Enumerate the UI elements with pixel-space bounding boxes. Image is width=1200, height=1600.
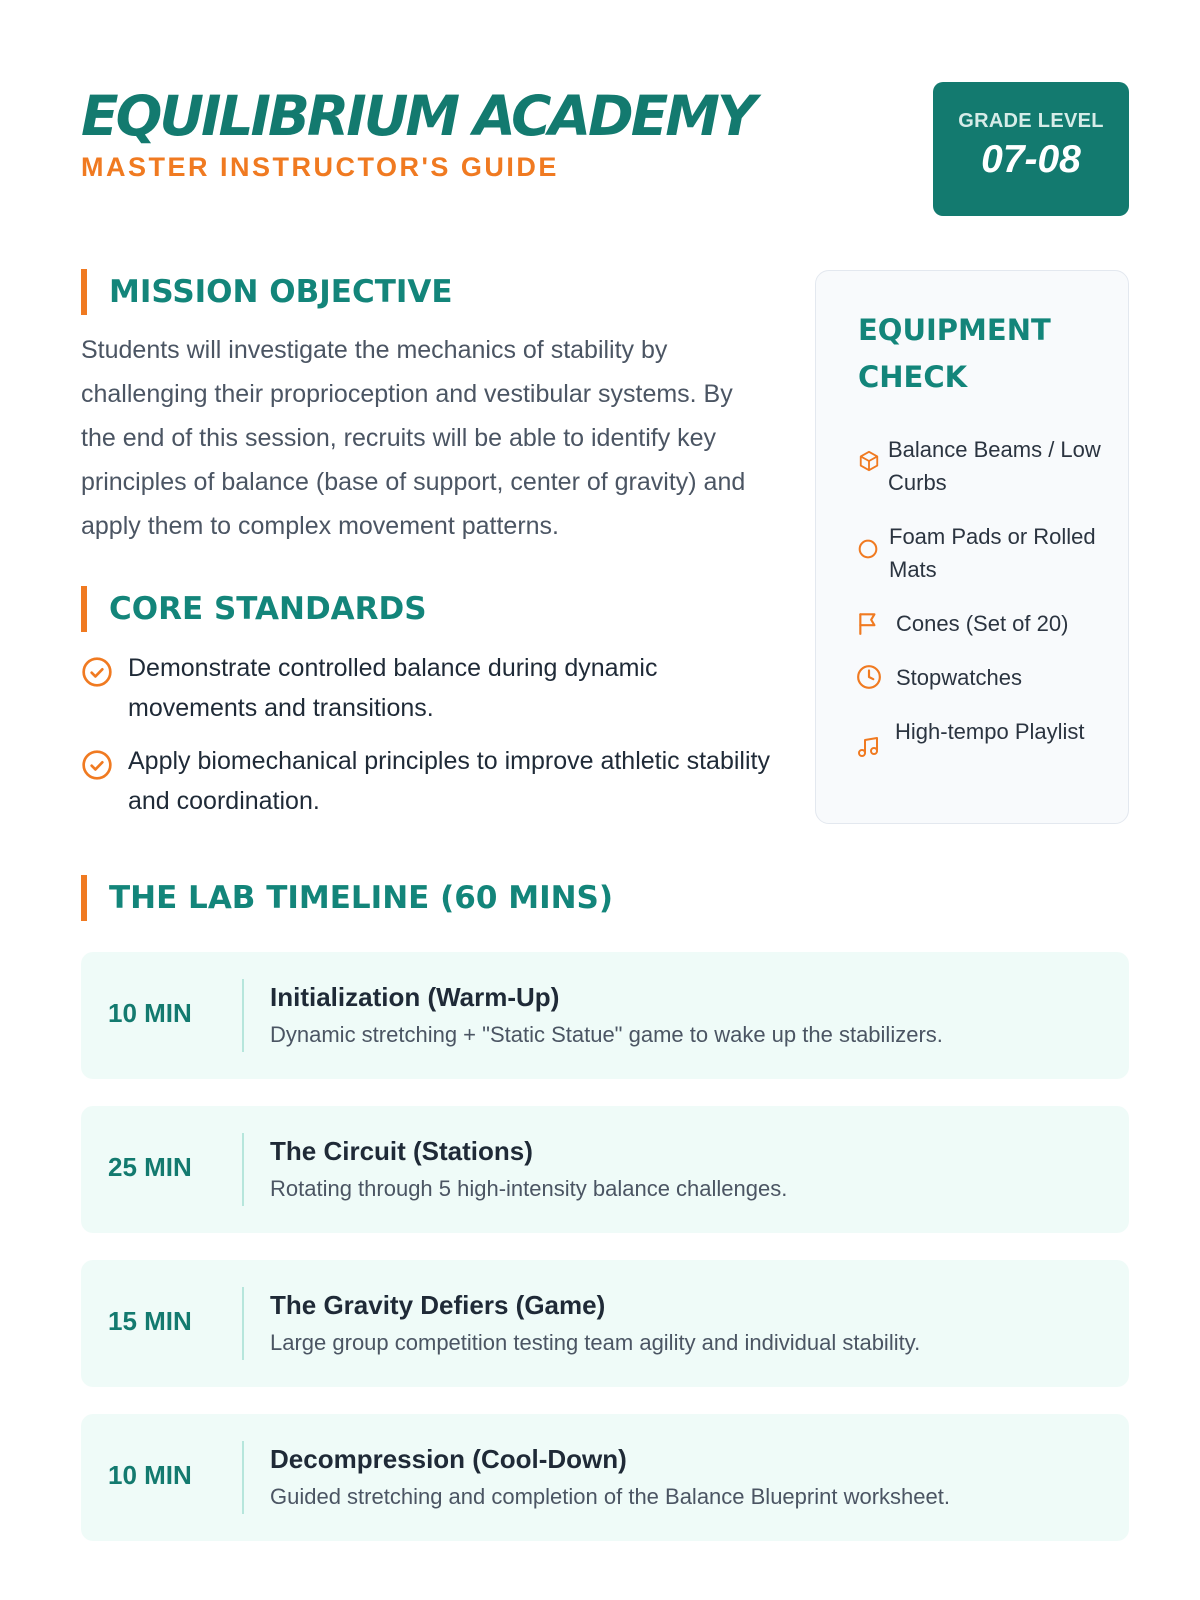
brand-title: EQUILIBRIUM ACADEMY <box>81 84 754 148</box>
grade-level-label: GRADE LEVEL <box>958 110 1104 132</box>
equipment-item <box>856 520 1118 607</box>
timeline-description: Guided stretching and completion of the Balance Blueprint worksheet. <box>270 1484 950 1509</box>
check-circle-icon <box>81 656 113 688</box>
equipment-label: Balance Beams / Low Curbs <box>888 437 1101 495</box>
equipment-item <box>856 715 1118 785</box>
standard-text: Demonstrate controlled balance during dynamic movements and transitions. <box>128 654 658 722</box>
equipment-item <box>856 661 1118 715</box>
list-item <box>81 648 771 728</box>
timeline-item <box>81 1106 1129 1233</box>
mission-heading: MISSION OBJECTIVE <box>81 269 453 315</box>
timeline-divider <box>242 1133 244 1206</box>
equipment-item <box>856 433 1118 520</box>
equipment-label: Stopwatches <box>896 665 1022 690</box>
header <box>81 82 1129 216</box>
equipment-list <box>856 433 1118 785</box>
timeline-title: Initialization (Warm-Up) <box>270 982 560 1012</box>
timeline-description: Large group competition testing team agility and individual stability. <box>270 1330 921 1355</box>
equipment-label: High-tempo Playlist <box>895 719 1085 744</box>
timeline-duration: 15 MIN <box>108 1306 192 1336</box>
standard-text: Apply biomechanical principles to improve athletic stability and coordination. <box>128 747 770 815</box>
timeline-duration: 25 MIN <box>108 1152 192 1182</box>
grade-level-value: 07-08 <box>981 138 1081 181</box>
timeline-description: Rotating through 5 high-intensity balance challenges. <box>270 1176 788 1201</box>
timeline-divider <box>242 1441 244 1514</box>
equipment-heading: EQUIPMENT CHECK <box>858 313 1051 394</box>
mission-text: Students will investigate the mechanics of stability by challenging their proprioception and vestibular systems. By the end of this session, recruits will be able to identify key principles of balance (base of support, center of gravity) and apply them to complex movement patterns. <box>81 336 746 540</box>
flag-icon <box>856 610 882 636</box>
clock-icon <box>856 664 882 690</box>
timeline-heading: THE LAB TIMELINE (60 MINS) <box>81 875 613 921</box>
check-circle-icon <box>81 749 113 781</box>
timeline-title: Decompression (Cool-Down) <box>270 1444 627 1474</box>
timeline-divider <box>242 1287 244 1360</box>
equipment-label: Foam Pads or Rolled Mats <box>889 524 1096 582</box>
list-item <box>81 741 771 821</box>
timeline-title: The Circuit (Stations) <box>270 1136 533 1166</box>
brand-subtitle: MASTER INSTRUCTOR'S GUIDE <box>81 152 559 182</box>
grade-level-badge <box>933 82 1129 216</box>
timeline-description: Dynamic stretching + "Static Statue" game to wake up the stabilizers. <box>270 1022 943 1047</box>
timeline-divider <box>242 979 244 1052</box>
equipment-label: Cones (Set of 20) <box>896 611 1069 636</box>
cube-icon <box>858 450 880 472</box>
timeline-item <box>81 1260 1129 1387</box>
core-standards-heading: CORE STANDARDS <box>81 586 427 632</box>
timeline-duration: 10 MIN <box>108 998 192 1028</box>
equipment-item <box>856 607 1118 661</box>
timeline-item <box>81 952 1129 1079</box>
music-note-icon <box>856 735 880 759</box>
timeline-duration: 10 MIN <box>108 1460 192 1490</box>
timeline-item <box>81 1414 1129 1541</box>
timeline-title: The Gravity Defiers (Game) <box>270 1290 606 1320</box>
circle-icon <box>858 539 878 559</box>
core-standards-list <box>81 648 771 834</box>
equipment-card <box>815 270 1129 824</box>
